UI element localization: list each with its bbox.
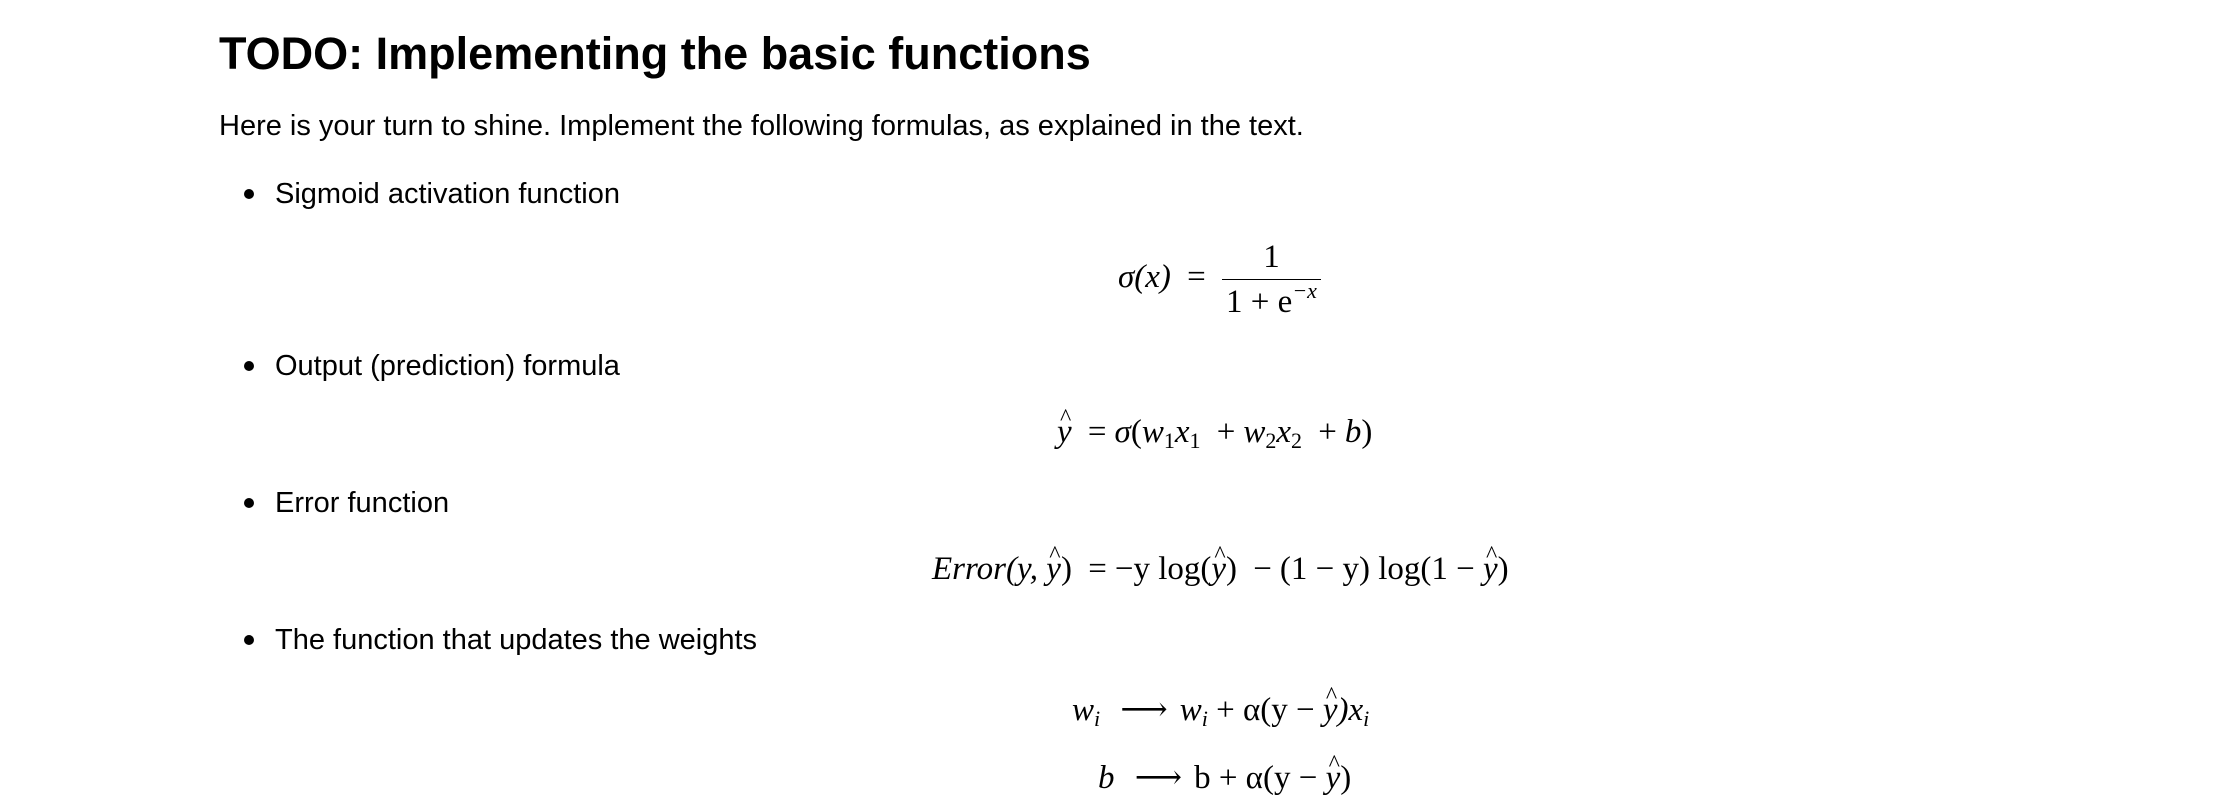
formula-sigmoid: σ(x) = $\frac{1}{1 + e^{-x}}$ — [1118, 237, 1321, 322]
formula-error: Error(y, ^ y) = −y log(^ y) − (1 − y) log(1 − ^ y) — [932, 547, 1509, 591]
intro-paragraph: Here is your turn to shine. Implement the following formulas, as explained in the text. — [219, 110, 1304, 142]
list-item-weight-update: The function that updates the weights — [275, 624, 758, 656]
right-arrow-icon: ⟶ — [1134, 760, 1183, 796]
formula-prediction: ^ $y = \sigma(w_1x_1 + w_2x_2 + b)$ — [1057, 410, 1372, 454]
formula-bias-update: b ⟶ b + α(y − ^ y) — [1098, 756, 1351, 800]
bullet-dot — [244, 498, 254, 508]
sigmoid-fraction — [1222, 237, 1321, 322]
sigmoid-numerator: 1 — [1222, 237, 1321, 280]
list-item-prediction: Output (prediction) formula — [275, 350, 620, 382]
bullet-dot — [244, 361, 254, 371]
bullet-dot — [244, 635, 254, 645]
list-item-sigmoid: Sigmoid activation function — [275, 178, 620, 210]
right-arrow-icon: ⟶ — [1120, 692, 1168, 728]
sigmoid-denominator: $1 + e^{-x}$ — [1226, 278, 1317, 320]
bullet-dot — [244, 189, 254, 199]
list-item-error: Error function — [275, 487, 450, 519]
section-heading: TODO: Implementing the basic functions — [219, 28, 1091, 79]
formula-weight-update: $w_i$ ⟶ $w_i + \alpha(y$ − ^ $y)x_i$ — [1072, 688, 1369, 732]
